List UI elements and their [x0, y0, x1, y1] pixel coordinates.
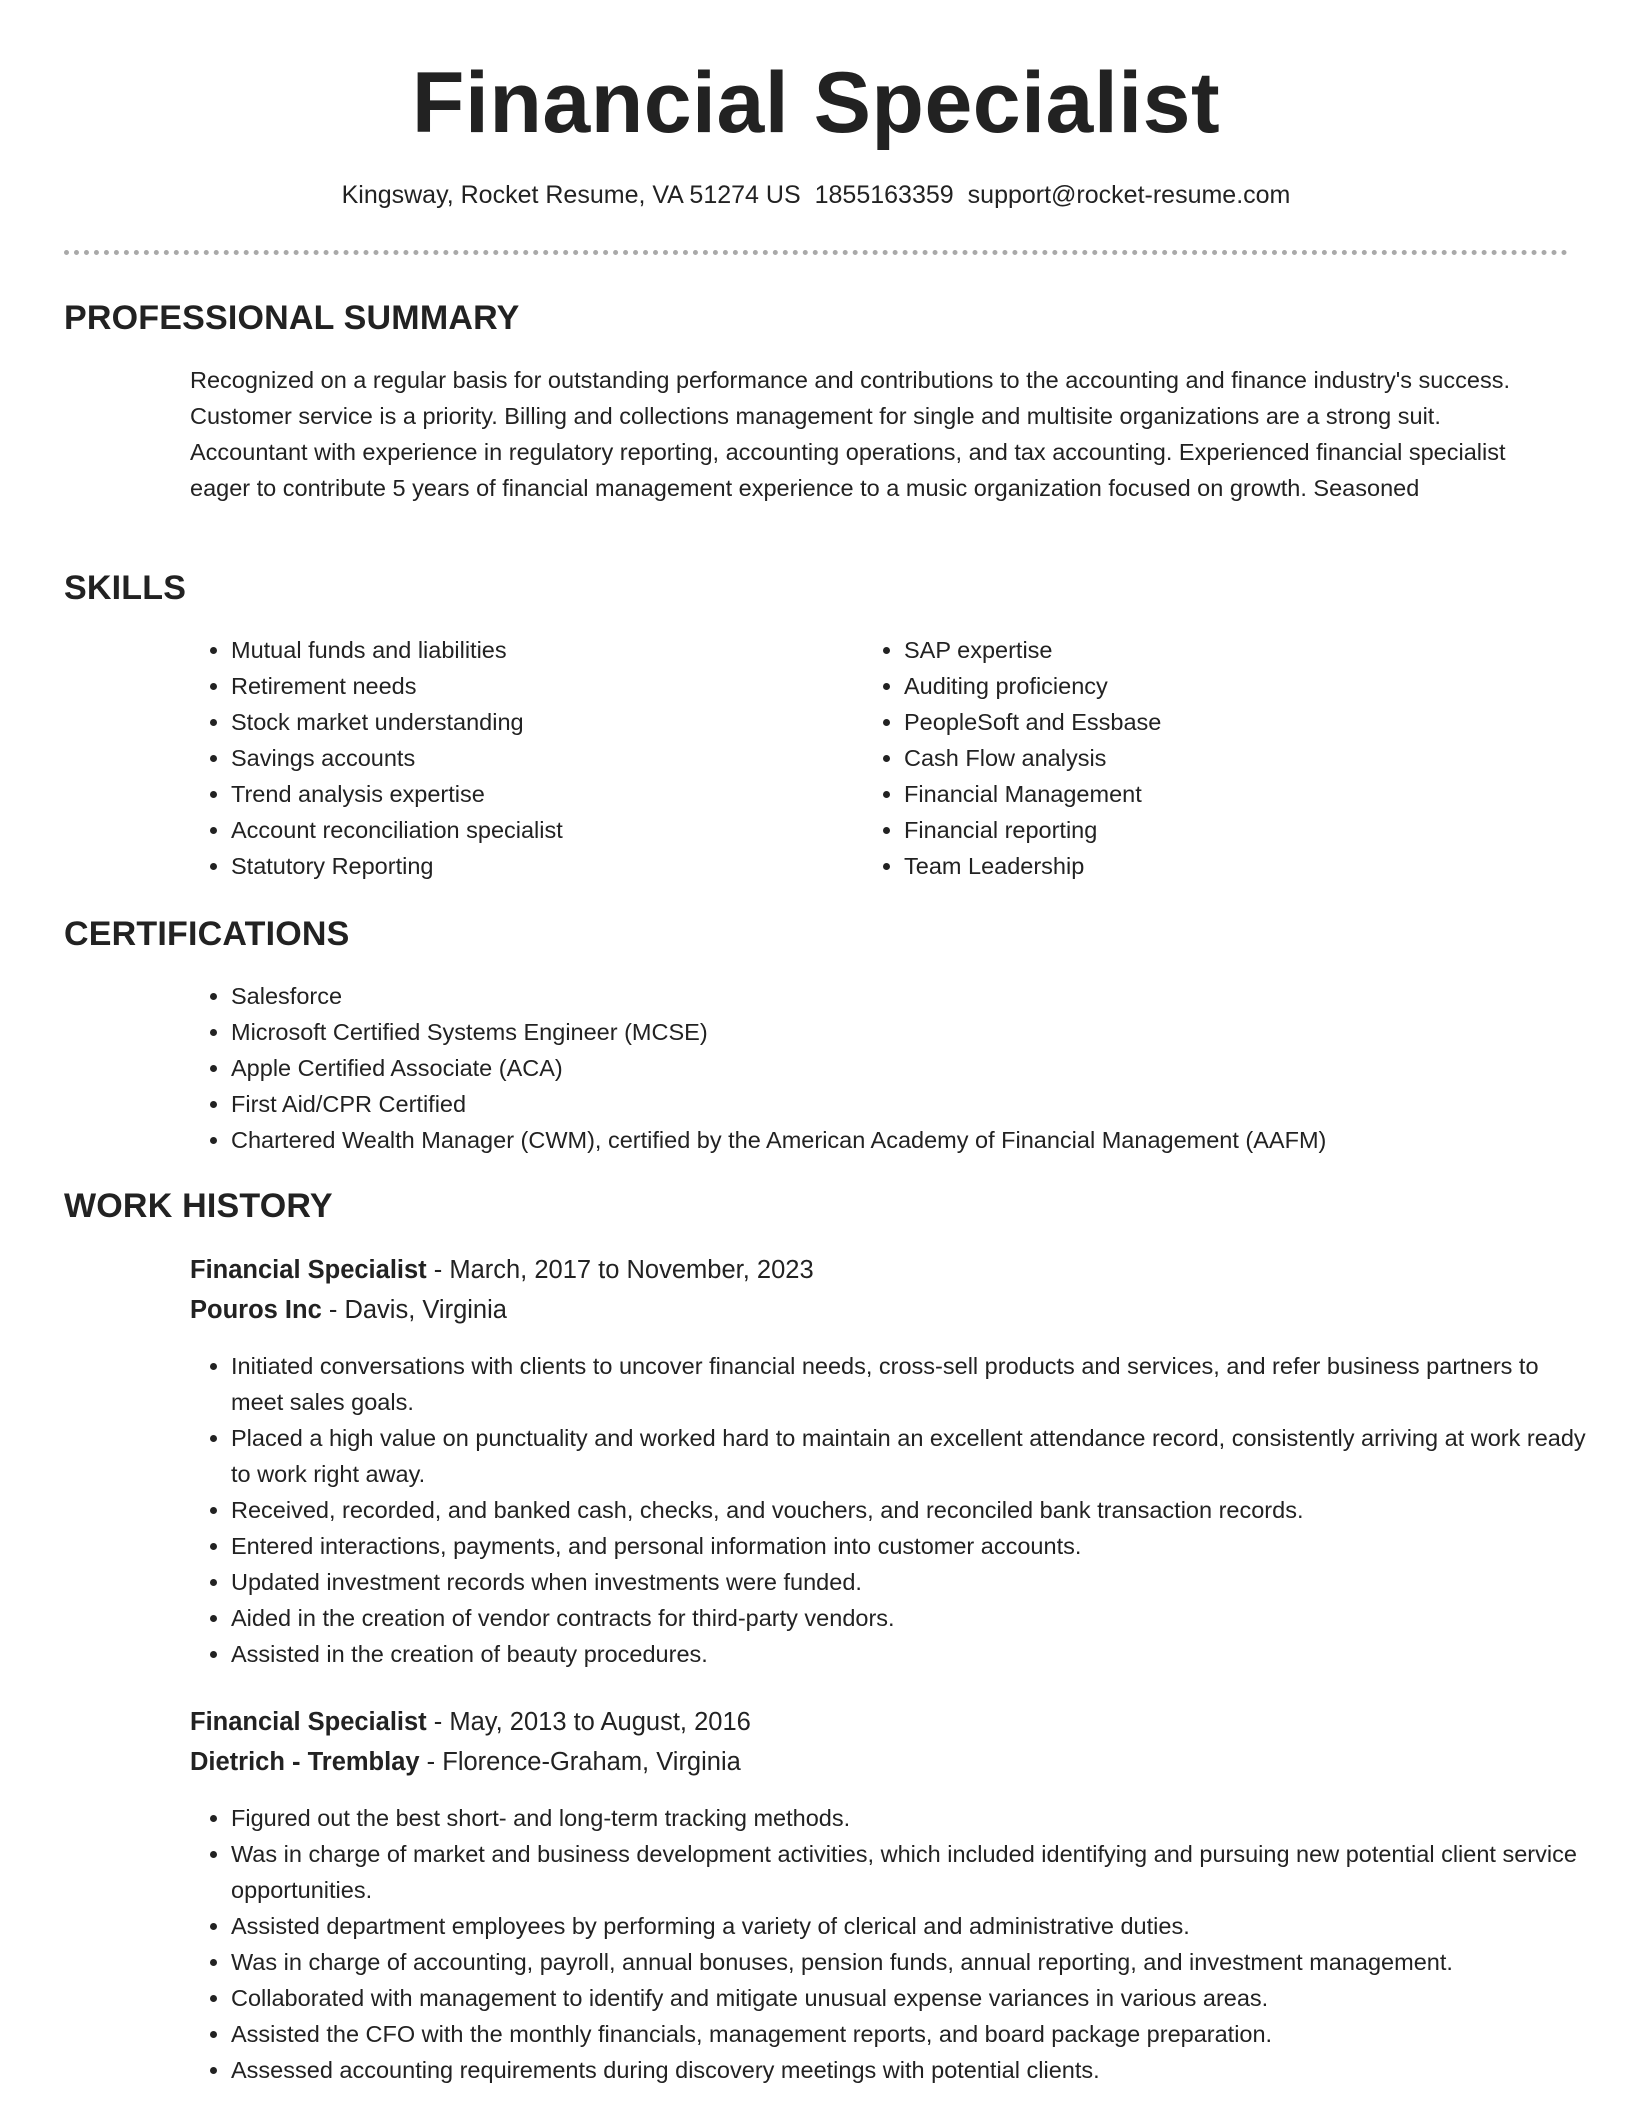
- skill-item: • PeopleSoft and Essbase: [904, 704, 1554, 740]
- certifications-list: [187, 978, 1601, 1158]
- header-divider: [64, 250, 1568, 255]
- skill-item: • Savings accounts: [231, 740, 831, 776]
- skill-item: • Stock market understanding: [231, 704, 831, 740]
- job-title-line: [190, 1702, 751, 1742]
- job-dates: - May, 2013 to August, 2016: [426, 1708, 751, 1736]
- skill-item: • Financial Management: [904, 776, 1554, 812]
- job-bullets: [187, 1800, 1591, 2088]
- summary-heading: PROFESSIONAL SUMMARY: [64, 299, 520, 337]
- job-bullet: • Entered interactions, payments, and personal information into customer accounts.: [231, 1528, 1591, 1564]
- job-bullet: • Assisted in the creation of beauty procedures.: [231, 1636, 1591, 1672]
- job-bullet: • Updated investment records when investments were funded.: [231, 1564, 1591, 1600]
- candidate-name: Financial Specialist: [411, 55, 1221, 151]
- job-company: Pouros Inc: [190, 1296, 322, 1324]
- contact-email[interactable]: support@rocket-resume.com: [967, 181, 1291, 209]
- job-bullet: • Aided in the creation of vendor contracts for third-party vendors.: [231, 1600, 1591, 1636]
- job-location: - Davis, Virginia: [321, 1296, 507, 1324]
- job-bullet: • Assisted department employees by performing a variety of clerical and administrative duties.: [231, 1908, 1591, 1944]
- skills-heading: SKILLS: [64, 569, 187, 607]
- contact-line: [0, 180, 1632, 210]
- skill-item: • Statutory Reporting: [231, 848, 831, 884]
- skills-list-left: [187, 632, 831, 884]
- skill-item: • SAP expertise: [904, 632, 1554, 668]
- skill-item: • Retirement needs: [231, 668, 831, 704]
- certification-item: • Chartered Wealth Manager (CWM), certified by the American Academy of Financial Management (AAFM): [231, 1122, 1601, 1158]
- job-company-line: [190, 1742, 741, 1782]
- job-location: - Florence-Graham, Virginia: [419, 1748, 741, 1776]
- summary-text: Recognized on a regular basis for outstanding performance and contributions to the accounting and finance industry's success. Customer service is a priority. Billing and collections management for single and multisite organizations are a strong suit. Accountant with experience in regulatory reporting, accounting operations, and tax accounting. Experienced financial specialist eager to contribute 5 years of financial management experience to a music organization focused on growth. Seasoned: [190, 367, 1510, 501]
- skill-item: • Cash Flow analysis: [904, 740, 1554, 776]
- skills-list-right: [860, 632, 1554, 884]
- certification-item: • First Aid/CPR Certified: [231, 1086, 1601, 1122]
- job-bullet: • Was in charge of market and business development activities, which included identifying and pursuing new potential client service opportunities.: [231, 1836, 1591, 1908]
- contact-address: Kingsway, Rocket Resume, VA 51274 US: [341, 181, 801, 209]
- job-bullets: [187, 1348, 1591, 1672]
- job-company: Dietrich - Tremblay: [190, 1748, 420, 1776]
- contact-phone: 1855163359: [814, 181, 954, 209]
- job-role: Financial Specialist: [190, 1256, 427, 1284]
- skill-item: • Trend analysis expertise: [231, 776, 831, 812]
- certification-item: • Apple Certified Associate (ACA): [231, 1050, 1601, 1086]
- certifications-heading: CERTIFICATIONS: [64, 915, 350, 953]
- job-bullet: • Received, recorded, and banked cash, checks, and vouchers, and reconciled bank transaction records.: [231, 1492, 1591, 1528]
- skill-item: • Mutual funds and liabilities: [231, 632, 831, 668]
- job-bullet: • Figured out the best short- and long-term tracking methods.: [231, 1800, 1591, 1836]
- job-bullet: • Assisted the CFO with the monthly financials, management reports, and board package preparation.: [231, 2016, 1591, 2052]
- job-dates: - March, 2017 to November, 2023: [426, 1256, 814, 1284]
- job-bullet: • Placed a high value on punctuality and worked hard to maintain an excellent attendance record, consistently arriving at work ready to work right away.: [231, 1420, 1591, 1492]
- job-bullet: • Collaborated with management to identify and mitigate unusual expense variances in various areas.: [231, 1980, 1591, 2016]
- job-bullet: • Assessed accounting requirements during discovery meetings with potential clients.: [231, 2052, 1591, 2088]
- job-role: Financial Specialist: [190, 1708, 427, 1736]
- job-title-line: [190, 1250, 814, 1290]
- job-bullet: • Was in charge of accounting, payroll, annual bonuses, pension funds, annual reporting, and investment management.: [231, 1944, 1591, 1980]
- skill-item: • Team Leadership: [904, 848, 1554, 884]
- work-history-heading: WORK HISTORY: [64, 1187, 333, 1225]
- certification-item: • Microsoft Certified Systems Engineer (MCSE): [231, 1014, 1601, 1050]
- skill-item: • Financial reporting: [904, 812, 1554, 848]
- certification-item: • Salesforce: [231, 978, 1601, 1014]
- skill-item: • Auditing proficiency: [904, 668, 1554, 704]
- job-bullet: • Initiated conversations with clients to uncover financial needs, cross-sell products and services, and refer business partners to meet sales goals.: [231, 1348, 1591, 1420]
- skill-item: • Account reconciliation specialist: [231, 812, 831, 848]
- job-company-line: [190, 1290, 507, 1330]
